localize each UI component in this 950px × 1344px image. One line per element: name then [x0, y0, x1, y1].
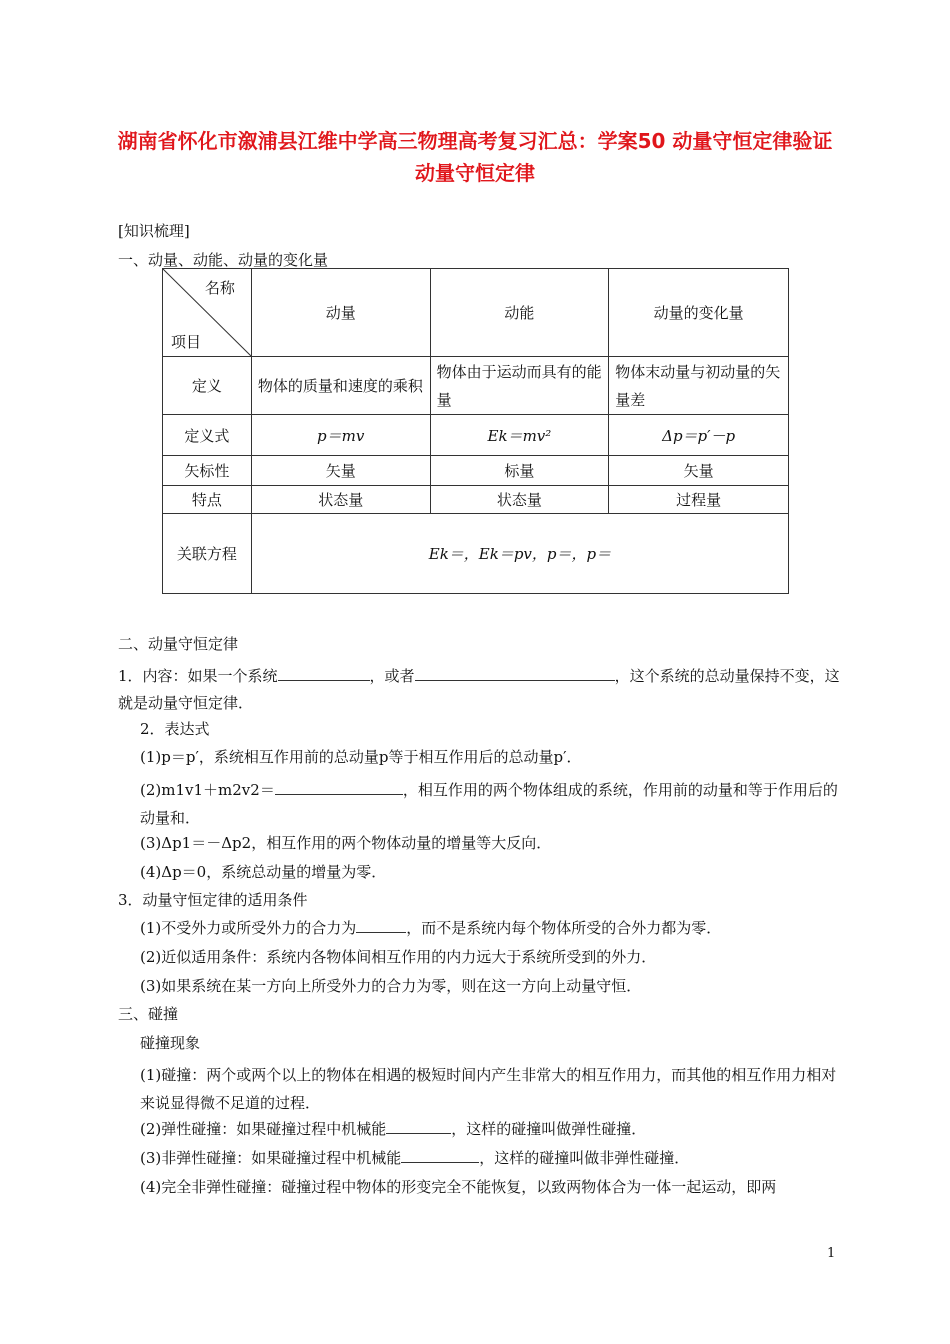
collision-definition: (1)碰撞：两个或两个以上的物体在相遇的极短时间内产生非常大的相互作用力，而其他的相互作用力相对来说显得微不足道的过程．: [140, 1066, 837, 1112]
answer-blank: [356, 918, 406, 933]
expression-1: (1)p＝p′，系统相互作用前的总动量p等于相互作用后的总动量p′．: [140, 748, 582, 766]
answer-blank: [415, 666, 615, 681]
table-cell: 状态量: [251, 486, 430, 514]
section-1-heading: 一、动量、动能、动量的变化量: [118, 251, 329, 269]
table-row: [163, 514, 789, 594]
condition-3: (3)如果系统在某一方向上所受外力的合力为零，则在这一方向上动量守恒．: [140, 977, 642, 995]
inelastic-collision: (3)非弹性碰撞：如果碰撞过程中机械能 ，这样的碰撞叫做非弹性碰撞．: [140, 1149, 690, 1167]
table-cell: 物体末动量与初动量的矢量差: [609, 357, 789, 415]
table-row: [163, 456, 789, 486]
table-cell: 物体的质量和速度的乘积: [251, 357, 430, 415]
answer-blank: [401, 1148, 479, 1163]
content-paragraph: 1．内容：如果一个系统 ，或者 ，这个系统的总动量保持不变，这就是动量守恒定律．: [118, 667, 840, 712]
table-cell: 矢量: [251, 456, 430, 486]
column-header: 动量: [251, 269, 430, 357]
table-cell: 标量: [430, 456, 609, 486]
corner-bottom-label: 项目: [171, 333, 202, 351]
diagonal-header-cell: [163, 269, 252, 357]
row-label: 关联方程: [163, 514, 252, 594]
table-cell: Δp＝p′－p: [609, 415, 789, 456]
expression-3: (3)Δp1＝－Δp2，相互作用的两个物体动量的增量等大反向．: [140, 834, 552, 852]
collision-subheading: 碰撞现象: [140, 1034, 201, 1052]
table-cell: 矢量: [609, 456, 789, 486]
row-label: 特点: [163, 486, 252, 514]
condition-1: (1)不受外力或所受外力的合力为 ，而不是系统内每个物体所受的合外力都为零．: [140, 919, 722, 937]
expression-4: (4)Δp＝0，系统总动量的增量为零．: [140, 863, 387, 881]
table-cell: 过程量: [609, 486, 789, 514]
knowledge-header: [知识梳理]: [118, 222, 190, 240]
relation-equations: Ek＝，Ek＝pv，p＝，p＝: [251, 514, 788, 594]
perfectly-inelastic-collision: (4)完全非弹性碰撞：碰撞过程中物体的形变完全不能恢复，以致两物体合为一体一起运动，即两: [140, 1178, 777, 1196]
table-row: [163, 486, 789, 514]
page-number: 1: [827, 1246, 836, 1261]
table-cell: 物体由于运动而具有的能量: [430, 357, 609, 415]
condition-2: (2)近似适用条件：系统内各物体间相互作用的内力远大于系统所受到的外力．: [140, 948, 657, 966]
row-label: 定义式: [163, 415, 252, 456]
section-3-heading: 三、碰撞: [118, 1005, 179, 1023]
answer-blank: [275, 780, 403, 795]
column-header: 动量的变化量: [609, 269, 789, 357]
corner-top-label: 名称: [204, 279, 235, 297]
row-label: 定义: [163, 357, 252, 415]
elastic-collision: (2)弹性碰撞：如果碰撞过程中机械能 ，这样的碰撞叫做弹性碰撞．: [140, 1120, 647, 1138]
table-cell: 状态量: [430, 486, 609, 514]
answer-blank: [278, 666, 370, 681]
table-header-row: [163, 269, 789, 357]
table-cell: Ek＝mv²: [430, 415, 609, 456]
table-row: [163, 415, 789, 456]
table-row: [163, 357, 789, 415]
document-title: 湖南省怀化市溆浦县江维中学高三物理高考复习汇总：学案50 动量守恒定律验证动量守恒定律: [117, 129, 833, 185]
table-cell: p＝mv: [251, 415, 430, 456]
section-2-heading: 二、动量守恒定律: [118, 635, 239, 653]
expression-heading: 2．表达式: [140, 720, 210, 738]
answer-blank: [386, 1119, 451, 1134]
row-label: 矢标性: [163, 456, 252, 486]
comparison-table: [162, 268, 789, 594]
expression-2: (2)m1v1＋m2v2＝ ，相互作用的两个物体组成的系统，作用前的动量和等于作用后的动量和．: [140, 781, 838, 827]
column-header: 动能: [430, 269, 609, 357]
conditions-heading: 3．动量守恒定律的适用条件: [118, 891, 308, 909]
